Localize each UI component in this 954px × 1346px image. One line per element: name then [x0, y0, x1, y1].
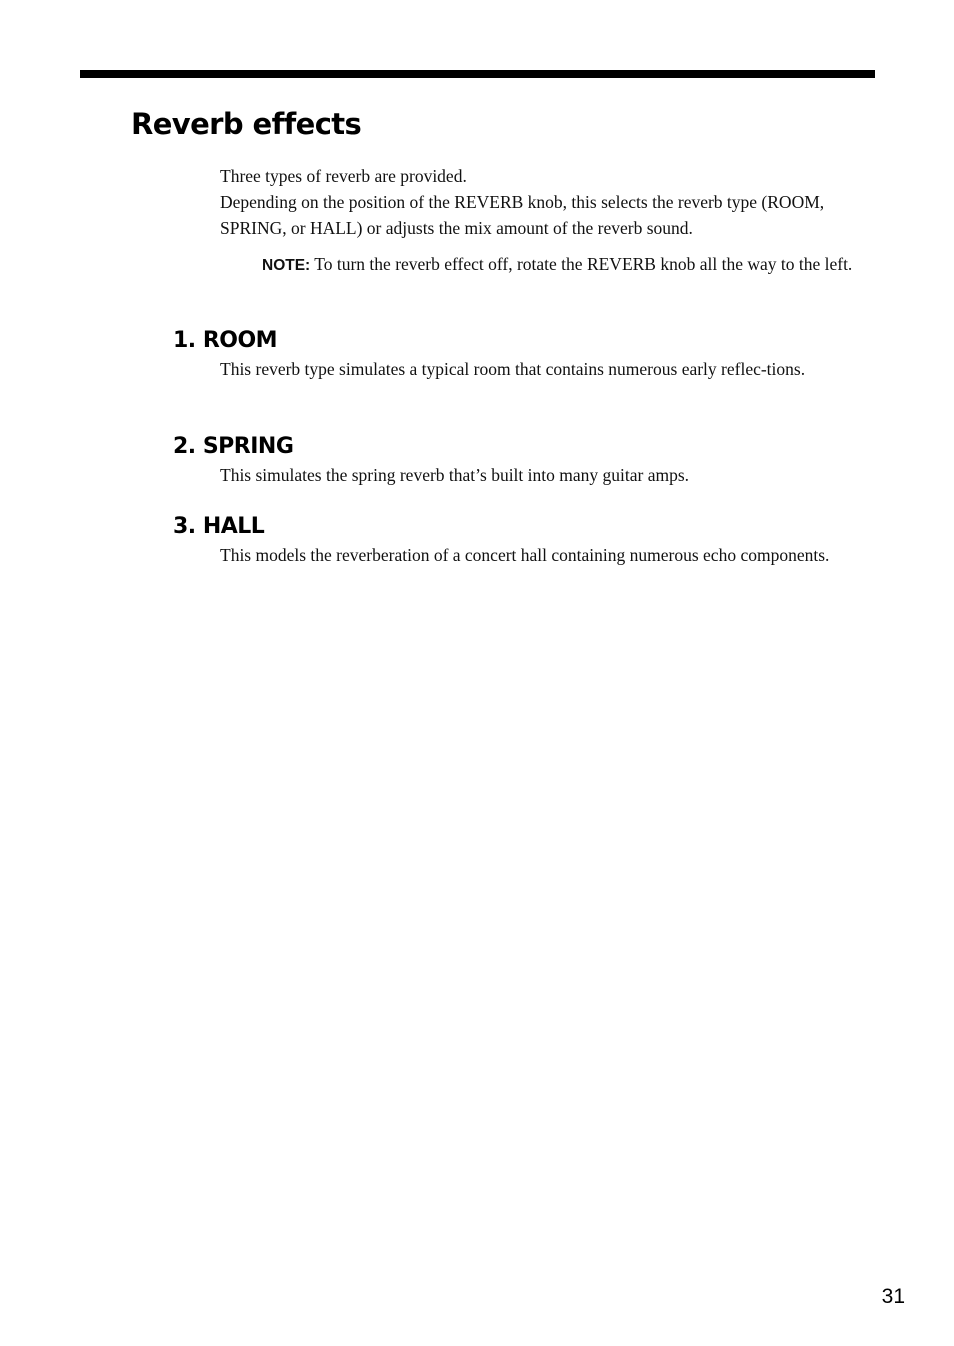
- intro-paragraph: [220, 163, 870, 241]
- section-hall: [173, 512, 873, 568]
- section-heading-hall: 3. HALL: [173, 514, 265, 539]
- page-number: 31: [881, 1285, 905, 1308]
- note-text: To turn the reverb effect off, rotate the REVERB knob all the way to the left.: [310, 254, 853, 274]
- note-label: NOTE:: [262, 257, 311, 274]
- section-heading-spring: 2. SPRING: [173, 434, 294, 459]
- section-room: [173, 326, 873, 382]
- section-heading-room: 1. ROOM: [173, 328, 278, 353]
- section-text-room: This reverb type simulates a typical room that contains numerous early reflec-tions.: [220, 359, 806, 379]
- section-text-spring: This simulates the spring reverb that’s built into many guitar amps.: [220, 465, 690, 485]
- section-text-hall: This models the reverberation of a concert hall containing numerous echo components.: [220, 545, 830, 565]
- intro-line-2: Depending on the position of the REVERB knob, this selects the reverb type (ROOM, SPRING, or HALL) or adjusts the mix amount of the reverb sound.: [220, 192, 825, 238]
- top-rule: [80, 70, 875, 78]
- page-title: Reverb effects: [131, 107, 362, 141]
- note-block: [262, 251, 872, 279]
- intro-line-1: Three types of reverb are provided.: [220, 166, 467, 186]
- section-spring: [173, 432, 873, 488]
